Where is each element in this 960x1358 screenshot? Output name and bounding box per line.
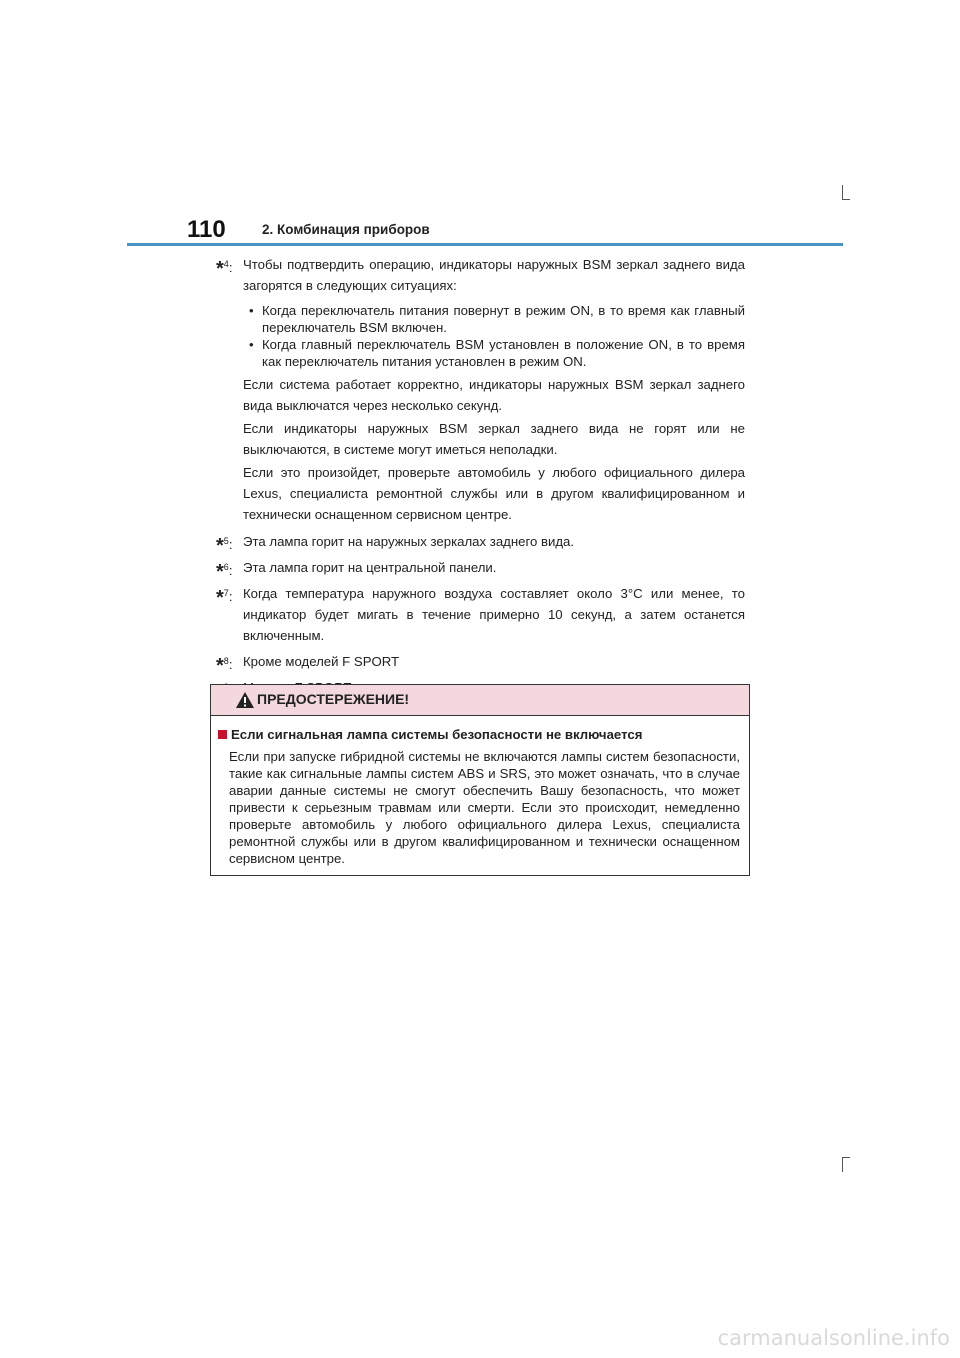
warning-body: Если при запуске гибридной системы не включаются лампы систем безопасности, такие как сигнальные лампы систем ABS и SRS, это может означать, что в случае аварии данные системы не смогут обеспечить Вашу безопасность, что может привести к серьезным травмам или смерти. Если это происходит, немедленно проверьте автомобиль у любого официального дилера Lexus, специалиста ремонтной службы или в другом квалифицированном и технически оснащенном сервисном центре. bbox=[229, 749, 740, 866]
square-bullet-icon bbox=[218, 730, 227, 739]
crop-mark-bottom-right-h bbox=[842, 1157, 850, 1158]
footnote-marker: *$^8$: bbox=[216, 655, 233, 677]
footnote-marker: *$^6$: bbox=[216, 561, 233, 583]
footnote-text: Чтобы подтвердить операцию, индикаторы наружных BSM зеркал заднего вида загорятся в следующих ситуациях: bbox=[243, 257, 745, 293]
crop-mark-bottom-right bbox=[842, 1157, 843, 1172]
crop-mark-top-right-h bbox=[842, 199, 850, 200]
warning-subtitle: Если сигнальная лампа системы безопасности не включается bbox=[218, 727, 642, 742]
section-title: 2. Комбинация приборов bbox=[262, 222, 430, 237]
list-item: • Когда главный переключатель BSM установлен в положение ON, в то время как переключатель питания установлен в режим ON. bbox=[243, 336, 745, 370]
footnote-8 bbox=[216, 651, 745, 677]
footnote-text: Эта лампа горит на наружных зеркалах заднего вида. bbox=[243, 534, 575, 549]
footnote-7 bbox=[216, 583, 745, 646]
watermark: carmanualsonline.info bbox=[717, 1326, 950, 1350]
footnote-4 bbox=[216, 254, 745, 525]
warning-title: ПРЕДОСТЕРЕЖЕНИЕ! bbox=[257, 691, 410, 707]
footnote-marker: *$^4$: bbox=[216, 258, 233, 280]
warning-triangle-icon bbox=[235, 691, 255, 714]
list-item: • Когда переключатель питания повернут в режим ON, в то время как главный переключатель BSM включен. bbox=[243, 302, 745, 336]
warning-box bbox=[210, 684, 750, 876]
page-number: 110 bbox=[187, 216, 226, 243]
footnote-paragraph: Если индикаторы наружных BSM зеркал заднего вида не горят или не выключаются, в системе могут иметься неполадки. bbox=[243, 421, 745, 457]
footnote-text: Кроме моделей F SPORT bbox=[243, 654, 400, 669]
footnote-paragraph: Если система работает корректно, индикаторы наружных BSM зеркал заднего вида выключатся через несколько секунд. bbox=[243, 377, 745, 413]
footnote-paragraph: Если это произойдет, проверьте автомобиль у любого официального дилера Lexus, специалиста ремонтной службы или в другом квалифицированном и технически оснащенном сервисном центре. bbox=[243, 465, 745, 522]
footnote-marker: *$^5$: bbox=[216, 535, 233, 557]
footnote-5 bbox=[216, 531, 745, 557]
bullet-list bbox=[243, 302, 745, 370]
footnote-text: Эта лампа горит на центральной панели. bbox=[243, 560, 497, 575]
footnote-text: Когда температура наружного воздуха составляет около 3°C или менее, то индикатор будет мигать в течение примерно 10 секунд, а затем останется включенным. bbox=[243, 586, 745, 643]
crop-mark-top-right bbox=[842, 185, 843, 200]
warning-header bbox=[211, 685, 749, 716]
footnotes bbox=[216, 254, 745, 703]
header-rule bbox=[127, 243, 843, 246]
footnote-6 bbox=[216, 557, 745, 583]
footnote-marker: *$^7$: bbox=[216, 587, 233, 609]
